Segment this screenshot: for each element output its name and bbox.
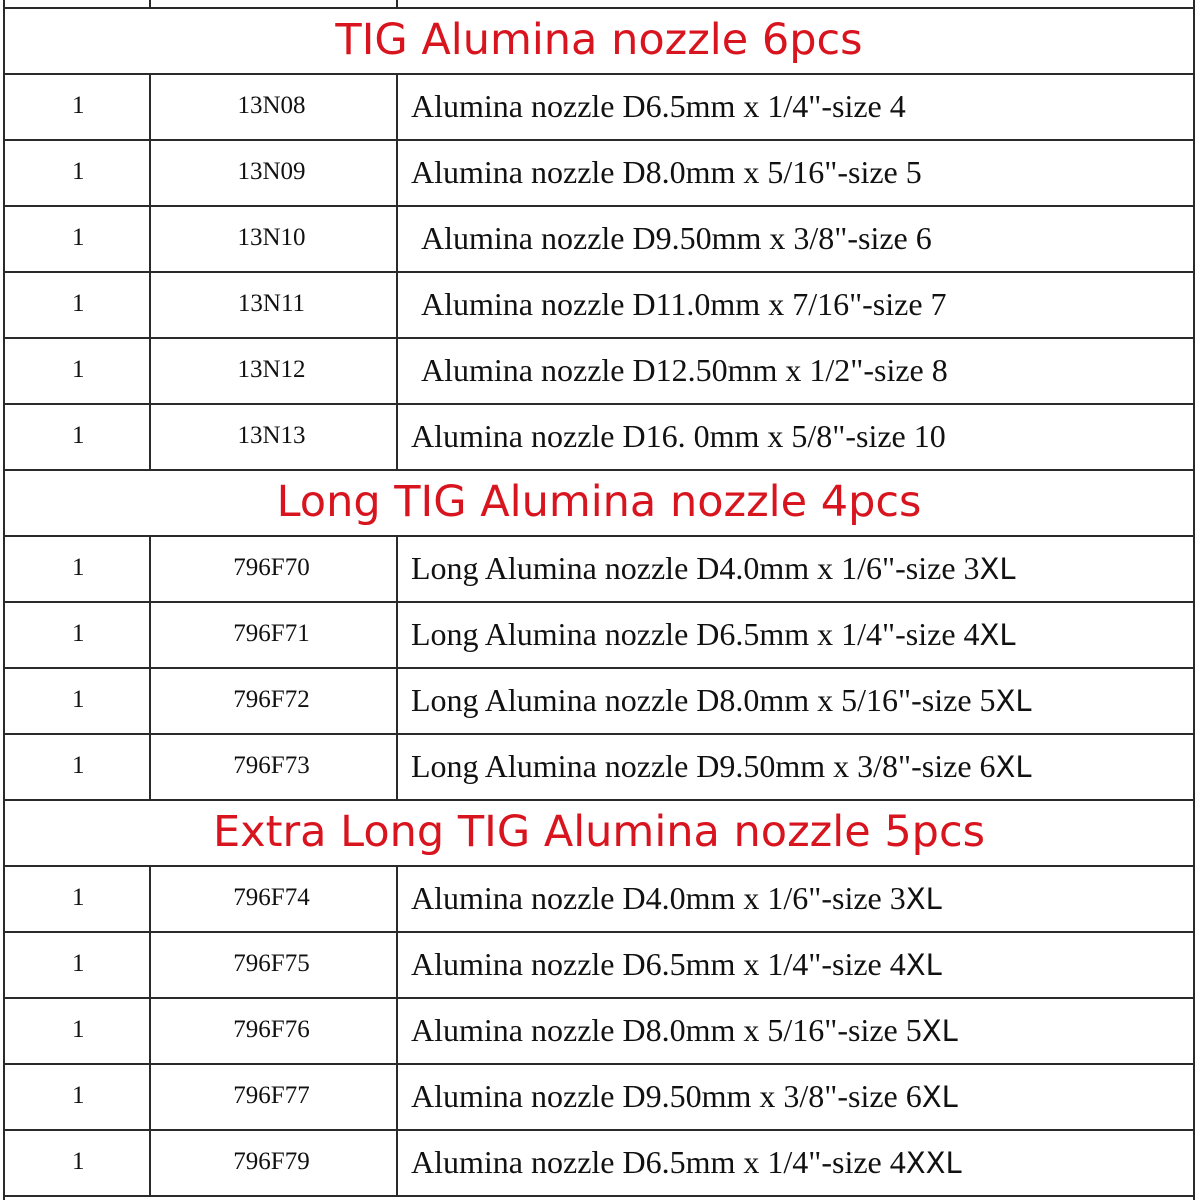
table-right-border: [1193, 0, 1195, 1200]
column-divider: [396, 734, 398, 800]
column-divider: [149, 668, 151, 734]
quantity-cell: 1: [72, 620, 85, 647]
description-text: Long Alumina nozzle D6.5mm x 1/4"-size 4: [411, 616, 980, 652]
column-divider: [396, 1130, 398, 1196]
quantity-cell: 1: [72, 92, 85, 119]
size-suffix: XL: [905, 948, 942, 982]
part-code-cell: 13N10: [237, 224, 306, 251]
description-text: Alumina nozzle D9.50mm x 3/8"-size 6: [411, 1078, 922, 1114]
column-divider: [149, 734, 151, 800]
description-cell: [398, 74, 1192, 138]
column-divider: [149, 866, 151, 932]
description-text: Alumina nozzle D11.0mm x 7/16"-size 7: [421, 286, 947, 322]
quantity-cell: 1: [72, 554, 85, 581]
size-suffix: XXL: [905, 1146, 962, 1180]
description-cell: [398, 998, 1192, 1062]
size-suffix: XL: [979, 618, 1016, 652]
description-cell: [398, 404, 1192, 468]
description-text: Alumina nozzle D6.5mm x 1/4"-size 4: [411, 946, 906, 982]
quantity-cell: 1: [72, 950, 85, 977]
description-cell: [398, 536, 1192, 600]
description-text: Alumina nozzle D8.0mm x 5/16"-size 5: [411, 1012, 922, 1048]
size-suffix: XL: [905, 882, 942, 916]
column-divider: [149, 602, 151, 668]
column-divider: [396, 1064, 398, 1130]
column-divider: [396, 932, 398, 998]
part-code-cell: 796F70: [233, 554, 310, 581]
description-cell: [398, 1064, 1192, 1128]
part-code-cell: 13N12: [237, 356, 306, 383]
quantity-cell: 1: [72, 356, 85, 383]
description-text: Alumina nozzle D6.5mm x 1/4"-size 4: [411, 88, 906, 124]
quantity-cell: 1: [72, 1148, 85, 1175]
column-divider: [396, 404, 398, 470]
description-text: Long Alumina nozzle D9.50mm x 3/8"-size 6: [411, 748, 996, 784]
part-code-cell: 796F71: [233, 620, 310, 647]
description-cell: [398, 734, 1192, 798]
column-divider: [149, 140, 151, 206]
column-divider: [149, 206, 151, 272]
quantity-cell: 1: [72, 884, 85, 911]
row-divider: [4, 1195, 1194, 1197]
quantity-cell: 1: [72, 686, 85, 713]
description-cell: [398, 932, 1192, 996]
column-divider: [149, 404, 151, 470]
column-divider: [149, 272, 151, 338]
column-divider: [396, 668, 398, 734]
size-suffix: XL: [995, 750, 1032, 784]
column-divider: [396, 338, 398, 404]
size-suffix: XL: [995, 684, 1032, 718]
column-divider: [149, 536, 151, 602]
description-cell: [398, 1130, 1192, 1194]
quantity-cell: 1: [72, 422, 85, 449]
description-text: Long Alumina nozzle D4.0mm x 1/6"-size 3: [411, 550, 980, 586]
column-divider: [396, 866, 398, 932]
quantity-cell: 1: [72, 290, 85, 317]
description-text: Long Alumina nozzle D8.0mm x 5/16"-size 5: [411, 682, 996, 718]
column-divider: [396, 140, 398, 206]
quantity-cell: 1: [72, 752, 85, 779]
part-code-cell: 796F73: [233, 752, 310, 779]
section-title: Extra Long TIG Alumina nozzle 5pcs: [212, 807, 986, 857]
column-divider: [396, 206, 398, 272]
part-code-cell: 13N08: [237, 92, 306, 119]
column-divider: [396, 272, 398, 338]
size-suffix: XL: [921, 1080, 958, 1114]
column-divider: [149, 998, 151, 1064]
column-divider: [396, 602, 398, 668]
description-text: Alumina nozzle D9.50mm x 3/8"-size 6: [421, 220, 932, 256]
quantity-cell: 1: [72, 158, 85, 185]
column-divider: [396, 536, 398, 602]
quantity-cell: 1: [72, 1016, 85, 1043]
part-code-cell: 796F75: [233, 950, 310, 977]
part-code-cell: 796F74: [233, 884, 310, 911]
size-suffix: XL: [921, 1014, 958, 1048]
description-cell: [398, 338, 1192, 402]
size-suffix: XL: [979, 552, 1016, 586]
description-cell: [398, 206, 1192, 270]
part-code-cell: 13N09: [237, 158, 306, 185]
description-cell: [398, 668, 1192, 732]
column-divider: [149, 932, 151, 998]
part-code-cell: 796F77: [233, 1082, 310, 1109]
description-text: Alumina nozzle D6.5mm x 1/4"-size 4: [411, 1144, 906, 1180]
description-cell: [398, 272, 1192, 336]
description-text: Alumina nozzle D4.0mm x 1/6"-size 3: [411, 880, 906, 916]
column-divider: [149, 338, 151, 404]
part-code-cell: 796F76: [233, 1016, 310, 1043]
description-cell: [398, 866, 1192, 930]
quantity-cell: 1: [72, 224, 85, 251]
column-divider: [149, 1130, 151, 1196]
description-text: Alumina nozzle D16. 0mm x 5/8"-size 10: [411, 418, 946, 454]
section-title: TIG Alumina nozzle 6pcs: [335, 15, 863, 65]
description-cell: [398, 140, 1192, 204]
part-code-cell: 796F79: [233, 1148, 310, 1175]
column-divider: [396, 74, 398, 140]
description-text: Alumina nozzle D8.0mm x 5/16"-size 5: [411, 154, 922, 190]
description-text: Alumina nozzle D12.50mm x 1/2"-size 8: [421, 352, 948, 388]
description-cell: [398, 602, 1192, 666]
column-divider: [396, 998, 398, 1064]
section-title: Long TIG Alumina nozzle 4pcs: [276, 477, 922, 527]
column-divider: [149, 74, 151, 140]
quantity-cell: 1: [72, 1082, 85, 1109]
part-code-cell: 13N13: [237, 422, 306, 449]
part-code-cell: 796F72: [233, 686, 310, 713]
column-divider: [149, 1064, 151, 1130]
part-code-cell: 13N11: [237, 290, 306, 317]
